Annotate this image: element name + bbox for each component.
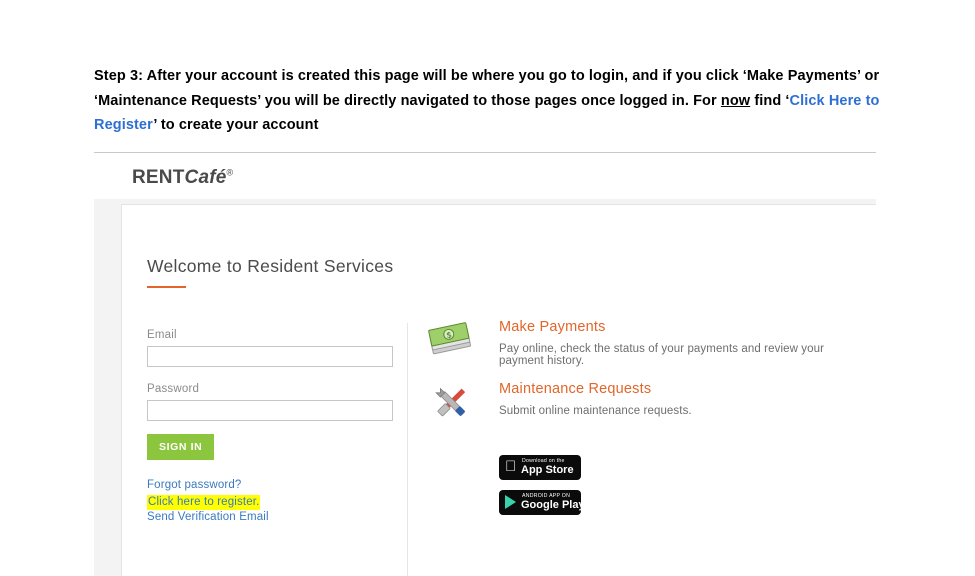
logo-registered-mark: ® [226, 167, 234, 178]
instruction-middle: find ‘ [750, 92, 790, 109]
svg-text:$: $ [445, 330, 453, 341]
column-divider [407, 323, 408, 576]
feature-desc-maintenance-requests: Submit online maintenance requests. [499, 405, 692, 417]
instruction-prefix: Step 3: After your account is created this page will be where you go to login, and if you click ‘Make Payments’ or ‘Maintenance Requests’ you will be directly navigated to those pages once logged in. For [94, 68, 880, 109]
email-input[interactable] [147, 346, 393, 367]
app-store-badge[interactable] [499, 455, 581, 480]
verification-email-row [147, 510, 405, 525]
logo-cafe-text: Café [184, 167, 227, 188]
feature-text-maintenance-requests [499, 381, 857, 417]
money-stack-icon [427, 319, 475, 361]
google-play-badge[interactable] [499, 490, 585, 515]
google-play-icon [505, 495, 516, 509]
feature-text-make-payments [499, 319, 857, 367]
features-panel [427, 319, 857, 525]
instruction-text [94, 64, 880, 138]
apple-icon [505, 459, 516, 474]
logo-rent-text: RENT [132, 167, 185, 188]
embedded-screenshot [94, 153, 876, 576]
app-store-main-label: App Store [521, 464, 574, 476]
email-label: Email [147, 329, 177, 341]
instruction-emphasis: now [720, 92, 751, 109]
app-store-badges [499, 455, 857, 515]
send-verification-email-link[interactable]: Send Verification Email [147, 511, 269, 523]
page-background [94, 199, 876, 576]
resident-services-card [121, 204, 876, 576]
forgot-password-link[interactable]: Forgot password? [147, 479, 242, 491]
google-play-main-label: Google Play [521, 499, 585, 511]
feature-desc-make-payments: Pay online, check the status of your payments and review your payment history. [499, 343, 825, 367]
google-play-sub-label: ANDROID APP ON [522, 493, 571, 499]
rentcafe-logo [132, 167, 233, 189]
password-input[interactable] [147, 400, 393, 421]
feature-title-maintenance-requests[interactable]: Maintenance Requests [499, 381, 652, 397]
login-links [147, 478, 405, 525]
instruction-link: Click Here to Register [94, 92, 880, 133]
sign-in-button[interactable]: SIGN IN [147, 434, 214, 460]
forgot-password-row [147, 478, 405, 493]
login-form [147, 329, 405, 525]
tools-wrench-screwdriver-icon [427, 381, 475, 423]
feature-maintenance-requests[interactable] [427, 381, 857, 437]
title-underline-accent [147, 286, 186, 288]
register-row [147, 493, 405, 510]
page-title: Welcome to Resident Services [147, 256, 394, 276]
register-link[interactable]: Click here to register. [148, 496, 260, 508]
app-store-sub-label: Download on the [522, 458, 565, 464]
password-label: Password [147, 383, 200, 395]
site-header [94, 153, 876, 199]
instruction-suffix: ’ to create your account [153, 117, 319, 133]
feature-make-payments[interactable] [427, 319, 857, 375]
feature-title-make-payments[interactable]: Make Payments [499, 319, 606, 335]
